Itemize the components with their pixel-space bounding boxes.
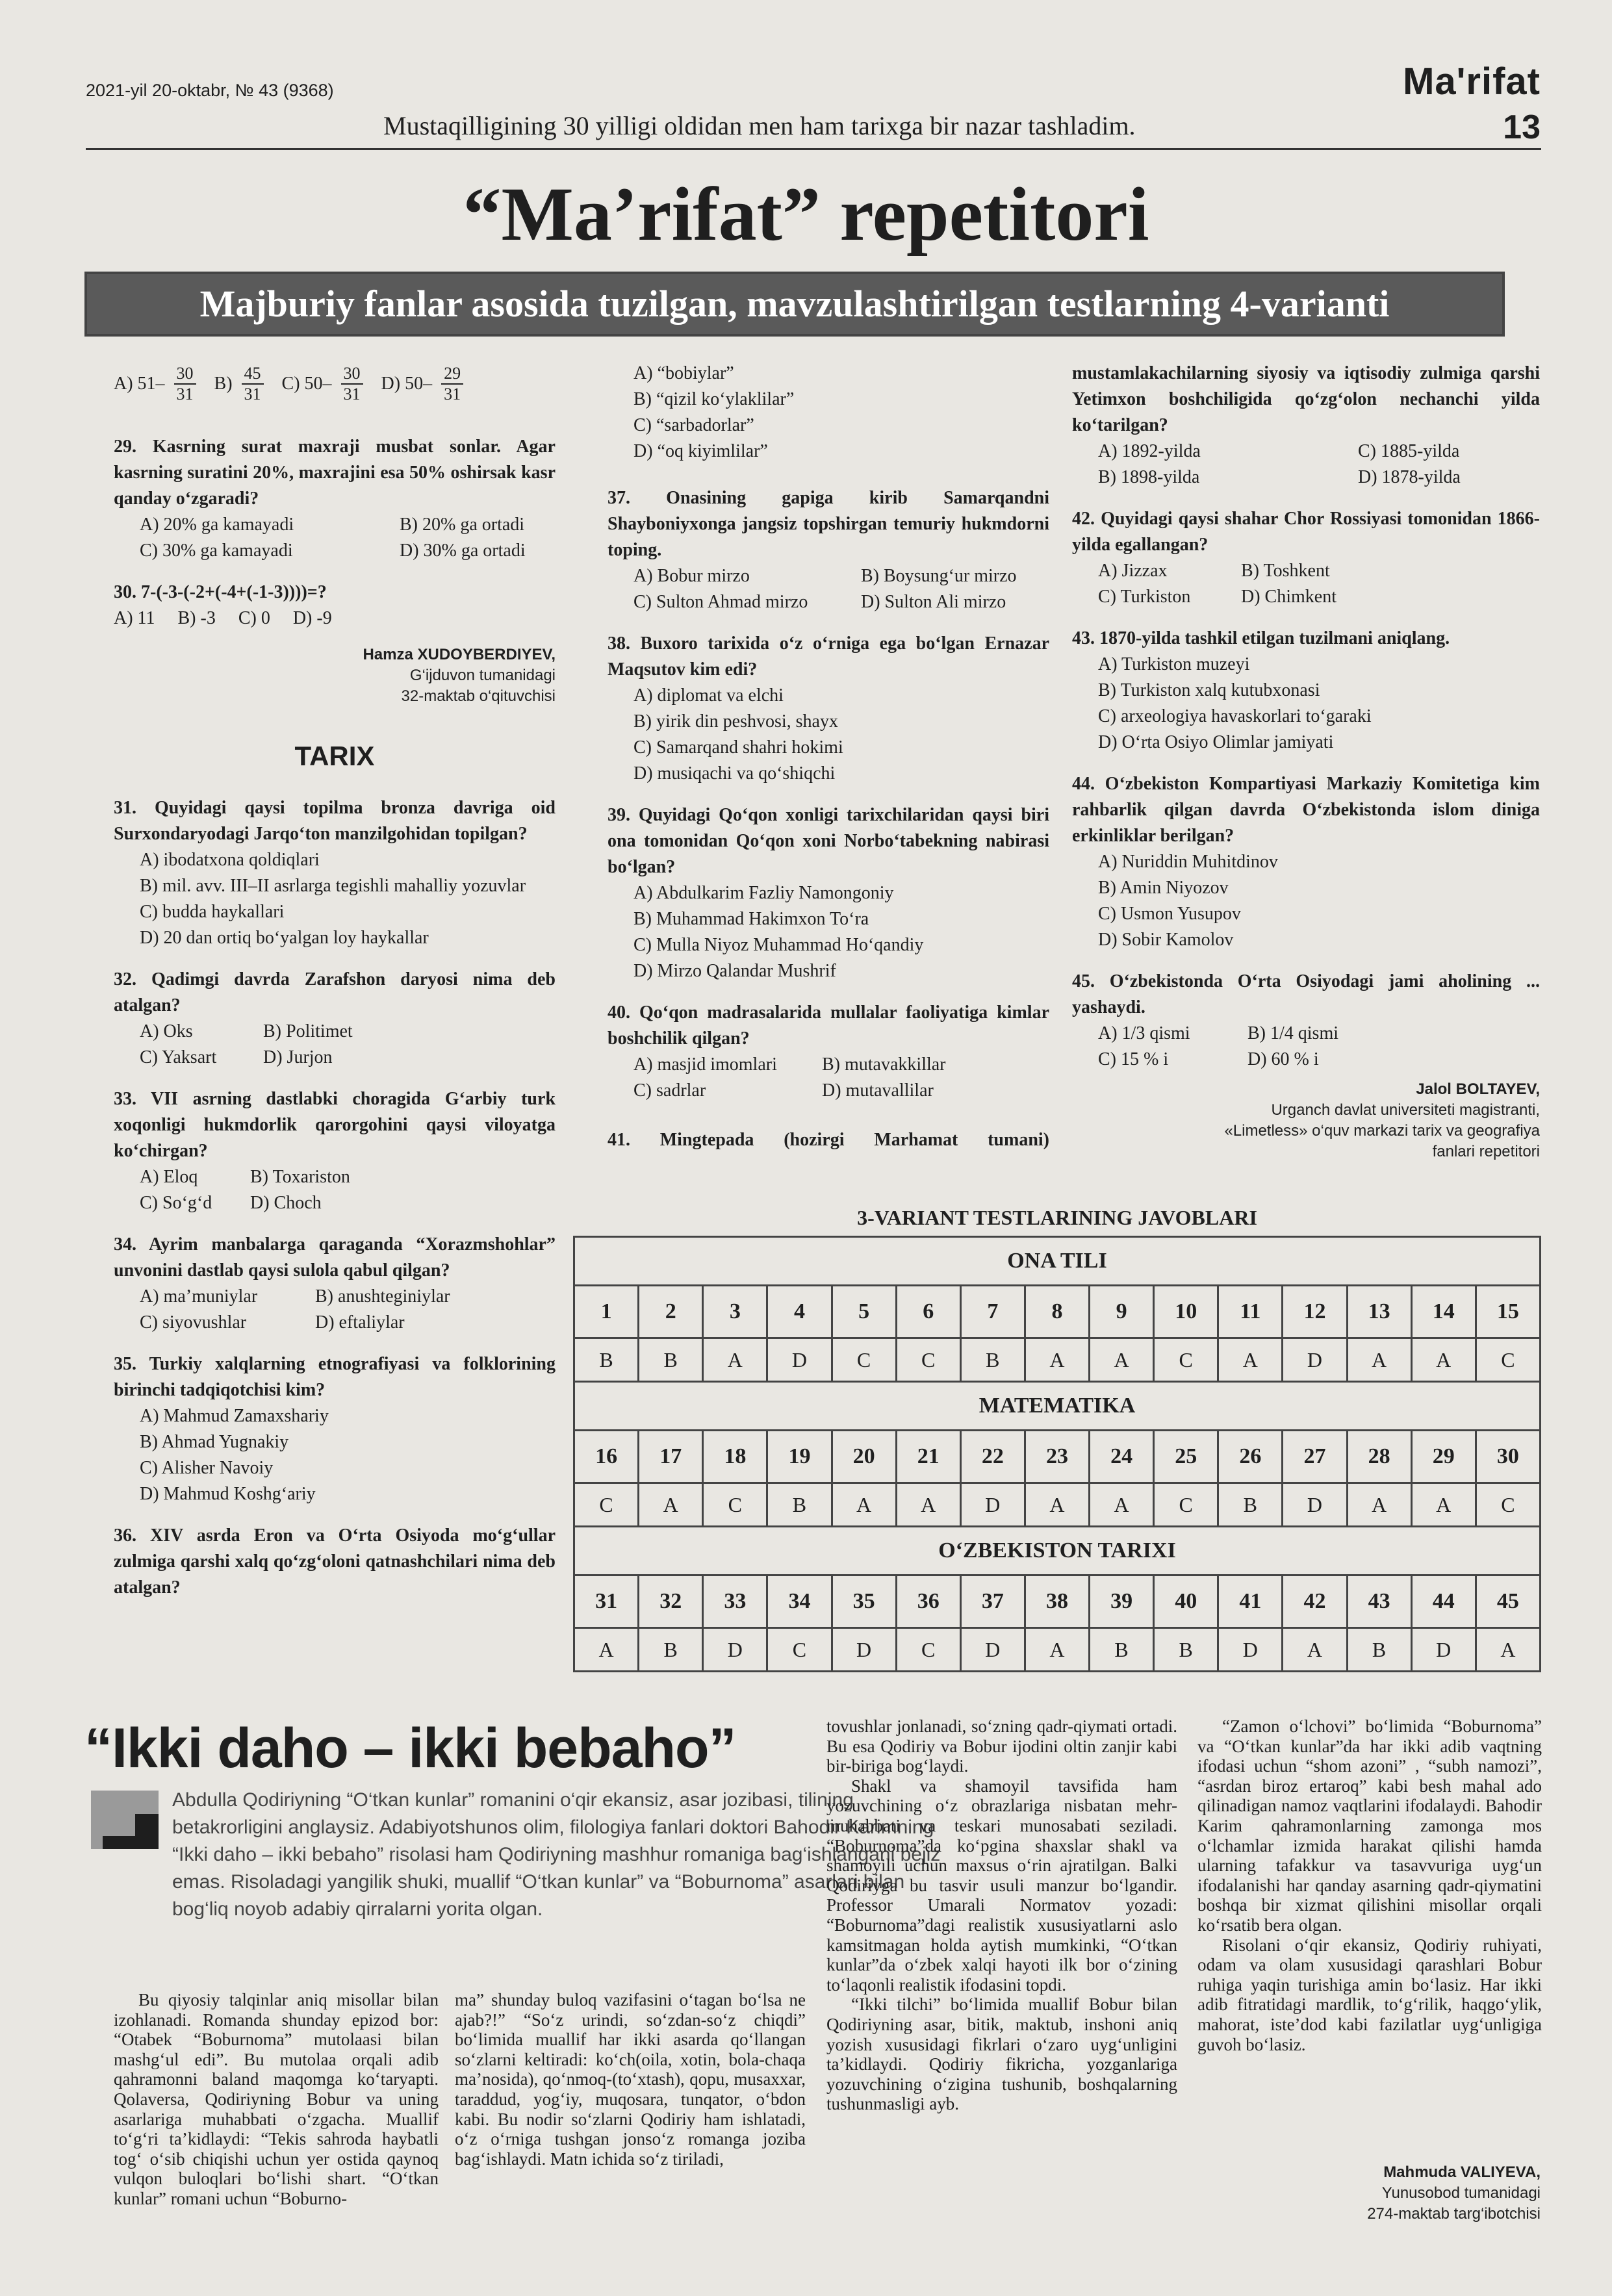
options: A) Eloq B) Toxariston C) So‘g‘d D) Choch: [140, 1167, 350, 1213]
question-35: 35. Turkiy xalqlarning etnografiyasi va folklorining birinchi tadqiqotchisi kim?: [114, 1354, 556, 1400]
section-heading: TARIX: [294, 741, 375, 771]
page-number: 13: [1503, 108, 1541, 146]
article-column-3: tovushlar jonlanadi, so‘zning qadr-qiymati ortadi. Bu esa Qodiriy va Bobur ijodini oltin zanjir kabi bir-biriga bog‘laydi. Shakl va shamoyil tavsifida ham yozuvchining o‘z obrazlariga nisbatan mehr-muhabbati va teskari munosabati seziladi. “Boburnoma”da ko‘pgina shaxslar shakl va shamoyili uchun maxsus o‘rin ajratilgan. Balki Qodiriyga bu tasvir usuli manzur bo‘lgandir. Professor Umarali Normatov yozadi: “Boburnoma”dagi realistik xususiyatlarni aslo kamsitmagan holda aytish mumkinki, “O‘tkan kunlar”da o‘zbek xalqi hayoti ilk bor o‘zining to‘laqonli realistik ifodasini topdi. “Ikki tilchi” bo‘limida muallif Bobur bilan Qodiriyning asar, bitik, maktub, inshoni aniq yozish xususidagi fikrlari o‘zaro uyg‘unligini ta’kidlaydi. Qodiriy fikricha, yozganlariga yozuvchining o‘zigina tushunib, boshqalarning tushunmasligi ayb.: [826, 1716, 1177, 2114]
question-38: 38. Buxoro tarixida o‘z o‘rniga ega bo‘lgan Ernazar Maqsutov kim edi?: [608, 633, 1049, 680]
question-number-cell: 4: [767, 1286, 832, 1338]
fraction: $\frac{29}{31}$: [441, 364, 463, 404]
question-42: 42. Quyidagi qaysi shahar Chor Rossiyasi tomonidan 1866-yilda egallangan?: [1072, 509, 1540, 555]
question-37: 37. Onasining gapiga kirib Samarqandni Shayboniyxonga jangsiz topshirgan temuriy hukmdorni toping.: [608, 488, 1049, 560]
options: A) Oks B) Politimet C) Yaksart D) Jurjon: [140, 1021, 353, 1067]
article-column-2: ma” shunday buloq vazifasini o‘tagan bo‘lsa ne ajab?!” “So‘z urindi, so‘zdan-so‘z chiqdi” bo‘limida muallif har ikki asarda qo‘llangan so‘zlarni keltiradi: ko‘ch(oila, xotin, bola-chaqa ma’nosida), qo‘nmoq-(to‘xtash), qopu, musaxxar, taraddud, yog‘iy, muqosara, tunqator, o‘bdon kabi. Bu nodir so‘zlarni Qodiriy ham ishlatadi, o‘z o‘rniga tushgan jonso‘z romanga jozibа bag‘ishlaydi. Matn ichida so‘z tiriladi,: [455, 1990, 806, 2169]
answer-key-cell: D: [703, 1628, 767, 1672]
question-number-cell: 14: [1411, 1286, 1476, 1338]
answer-key-cell: A: [1025, 1483, 1089, 1527]
answer-key-cell: D: [960, 1483, 1025, 1527]
answer-key-cell: C: [896, 1338, 960, 1382]
answers-section-row: [574, 1237, 1541, 1286]
question-number-cell: 28: [1347, 1431, 1411, 1483]
question-number-cell: 32: [639, 1575, 703, 1628]
question-number-cell: 27: [1283, 1431, 1347, 1483]
answer-key-cell: B: [1154, 1628, 1218, 1672]
answer-key-cell: A: [574, 1628, 639, 1672]
question-number-cell: 2: [639, 1286, 703, 1338]
question-45: 45. O‘zbekistonda O‘rta Osiyodagi jami aholining ... yashaydi.: [1072, 971, 1540, 1017]
options: A) 20% ga kamayadi B) 20% ga ortadi C) 30% ga kamayadi D) 30% ga ortadi: [140, 515, 526, 561]
article-column-4: “Zamon o‘lchovi” bo‘limida “Boburnoma” va “O‘tkan kunlar”da har ikki adib vaqtning ifodasi uchun “shom azoni” , “subh namozi”, “asrdan biroz ertaroq” kabi besh mahal ado qilinadigan namoz vaqtlarini ifodalaydi. Bahodir Karim qahramonlarning zamonga mos o‘lchamlar izmida harakat qilishi hamda ularning tafakkur va tasavvuriga uyg‘un ifodalanishi har qanday asarning qadr-qiymatini boshqa bir xizmat qilishini misollar orqali ko‘rsatib bera olgan. Risolani o‘qir ekansiz, Qodiriy ruhiyati, odam va olam xususidagi qarashlari Bobur ruhiga yaqin turishiga amin bo‘lasiz. Har ikki adib fitratidagi mardlik, to‘g‘rilik, haqgo‘ylik, mahorat, iste’dod kabi fazilatlar uyg‘unligiga guvoh bo‘lasiz.: [1197, 1716, 1542, 2054]
article-author: Mahmuda VALIYEVA, Yunusobod tumanidagi 274-maktab targ‘ibotchisi: [1367, 2163, 1541, 2223]
answer-key-cell: A: [639, 1483, 703, 1527]
answer-key-cell: C: [703, 1483, 767, 1527]
answers-section-heading: O‘ZBEKISTON TARIXI: [574, 1527, 1541, 1575]
answer-key-cell: A: [832, 1483, 896, 1527]
question-32: 32. Qadimgi davrda Zarafshon daryosi nima deb atalgan?: [114, 969, 556, 1015]
answer-key-cell: D: [832, 1628, 896, 1672]
options: A) 1892-yilda C) 1885-yilda B) 1898-yilda D) 1878-yilda: [1098, 441, 1461, 487]
question-41-continued: mustamlakachilarning siyosiy va iqtisodiy zulmiga qarshi Yetimxon boshchiligida qo‘zg‘olon nechanchi yilda ko‘tarilgan?: [1072, 363, 1540, 435]
fraction: $\frac{30}{31}$: [341, 364, 363, 404]
answer-key-cell: C: [1476, 1483, 1540, 1527]
question-number-cell: 45: [1476, 1575, 1540, 1628]
question-30: 30. 7-(-3-(-2+(-4+(-1-3))))=?: [114, 582, 327, 602]
answer-key-cell: C: [767, 1628, 832, 1672]
question-33: 33. VII asrning dastlabki choragida G‘arbiy turk xoqonligi hukmdorlik qarorgohini qaysi viloyatga ko‘chirgan?: [114, 1089, 556, 1161]
question-number-cell: 16: [574, 1431, 639, 1483]
question-number-cell: 31: [574, 1575, 639, 1628]
question-number-cell: 41: [1218, 1575, 1283, 1628]
question-number-cell: 44: [1411, 1575, 1476, 1628]
tests-column-1: A) 51– $\frac{30}{31}$ B) $\frac{45}{31}$ C) 50– $\frac{30}{31}$ D) 50– $\frac{29}{31}$ 29. Kasrning surat maxraji musbat sonlar. Agar kasrning suratini 20%, maxrajini esa 50% oshirsak kasr qanday o‘zgaradi? A) 20% ga kamayadi B) 20% ga ortadi C) 30% ga kamayadi D) 30% ga ortadi 30. 7-(-3-(-2+(-4+(-1-3))))=? A) 11 B) -3 C) 0 D) -9 Hamza XUDOYBERDIYEV, G‘ijduvon tumanidagi 32-maktab o‘qituvchisi TARIX 31. Quyidagi qaysi topilma bronza davriga oid Surxondaryodagi Jarqo‘ton manzilgohidan topilgan? A) ibodatxona qoldiqlari B) mil. avv. III–II asrlarga tegishli mahalliy yozuvlar C) budda haykallari D) 20 dan ortiq bo‘yalgan loy haykallar 32. Qadimgi davrda Zarafshon daryosi nima deb atalgan? A) Oks B) Politimet C) Yaksart D) Jurjon 33. VII asrning dastlabki choragida G‘arbiy turk xoqonligi hukmdorlik qarorgohini qaysi viloyatga ko‘chirgan? A) Eloq B) Toxariston C) So‘g‘d D) Choch 34. Ayrim manbalarga qaraganda “Xorazmshohlar” unvonini dastlab qaysi sulola qabul qilgan? A) ma’muniylar B) anushteginiylar C) siyovushlar D) eftaliylar 35. Turkiy xalqlarning etnografiyasi va folklorining birinchi tadqiqotchisi kim? A) Mahmud Zamaxshariy B) Ahmad Yugnakiy C) Alisher Navoiy D) Mahmud Koshg‘ariy 36. XIV asrda Eron va O‘rta Osiyoda mo‘g‘ullar zulmiga qarshi xalq qo‘zg‘oloni qatnashchilari nima deb atalgan?: [114, 364, 556, 1601]
answers-number-row: [574, 1286, 1541, 1338]
answers-section-heading: MATEMATIKA: [574, 1382, 1541, 1431]
question-40: 40. Qo‘qon madrasalarida mullalar faoliyatiga kimlar boshchilik qilgan?: [608, 1002, 1049, 1049]
answer-key-cell: C: [1476, 1338, 1540, 1382]
question-44: 44. O‘zbekiston Kompartiyasi Markaziy Komitetiga kim rahbarlik qilgan davrda O‘zbekistonda islom diniga erkinliklar berilgan?: [1072, 774, 1540, 846]
answers-section-row: [574, 1382, 1541, 1431]
question-number-cell: 19: [767, 1431, 832, 1483]
answers-title: 3-VARIANT TESTLARINING JAVOBLARI: [857, 1206, 1257, 1229]
question-number-cell: 8: [1025, 1286, 1089, 1338]
answer-key-cell: A: [1411, 1338, 1476, 1382]
answer-key-cell: D: [767, 1338, 832, 1382]
answer-key-cell: C: [832, 1338, 896, 1382]
question-number-cell: 17: [639, 1431, 703, 1483]
author-credit: Hamza XUDOYBERDIYEV, G‘ijduvon tumanidagi 32-maktab o‘qituvchisi: [363, 646, 556, 705]
tests-column-2: A) “bobiylar” B) “qizil ko‘ylaklilar” C) “sarbadorlar” D) “oq kiyimlilar” 37. Onasining gapiga kirib Samarqandni Shayboniyxonga jangsiz topshirgan temuriy hukmdorni toping. A) Bobur mirzo B) Boysung‘ur mirzo C) Sulton Ahmad mirzo D) Sulton Ali mirzo 38. Buxoro tarixida o‘z o‘rniga ega bo‘lgan Ernazar Maqsutov kim edi? A) diplomat va elchi B) yirik din peshvosi, shayx C) Samarqand shahri hokimi D) musiqachi va qo‘shiqchi 39. Quyidagi Qo‘qon xonligi tarixchilaridan qaysi biri ona tomonidan Qo‘qon xoni Norbo‘tabekning nabirasi bo‘lgan? A) Abdulkarim Fazliy Namongoniy B) Muhammad Hakimxon To‘ra C) Mulla Niyoz Muhammad Ho‘qandiy D) Mirzo Qalandar Mushrif 40. Qo‘qon madrasalarida mullalar faoliyatiga kimlar boshchilik qilgan? A) masjid imomlari B) mutavakkillar C) sadrlar D) mutavallilar 41. Mingtepada (hozirgi Marhamat tumani): [608, 361, 1049, 1153]
article-lead: Abdulla Qodiriyning “O‘tkan kunlar” romanini o‘qir ekansiz, asar jozibasi, tilining betakrorligini anglaysiz. Adabiyotshunos olim, filologiya fanlari doktori Bahodir Karimning “Ikki daho – ikki bebaho” risolasi ham Qodiriyning mashhur romaniga bag‘ishlangani bejiz emas. Risoladagi yangilik shuki, muallif “O‘tkan kunlar” va “Boburnoma” asarlari bilan bog‘liq noyob adabiy qirralarni yorita olgan.: [172, 1789, 941, 1920]
answer-key-cell: A: [1218, 1338, 1283, 1382]
answers-table-body: [574, 1237, 1541, 1672]
answer-key-cell: D: [1283, 1338, 1347, 1382]
q28-options: A) 51– $\frac{30}{31}$ B) $\frac{45}{31}$ C) 50– $\frac{30}{31}$ D) 50– $\frac{29}{31}$: [114, 364, 556, 404]
fraction: $\frac{30}{31}$: [174, 364, 196, 404]
answer-key-cell: A: [1025, 1628, 1089, 1672]
question-number-cell: 34: [767, 1575, 832, 1628]
answer-key-cell: B: [767, 1483, 832, 1527]
question-number-cell: 3: [703, 1286, 767, 1338]
answer-key-cell: B: [639, 1628, 703, 1672]
answer-key-cell: A: [1090, 1483, 1154, 1527]
fraction: $\frac{45}{31}$: [242, 364, 264, 404]
answer-key-cell: C: [1154, 1338, 1218, 1382]
question-number-cell: 37: [960, 1575, 1025, 1628]
answers-number-row: [574, 1431, 1541, 1483]
question-43: 43. 1870-yilda tashkil etilgan tuzilmani aniqlang.: [1072, 628, 1450, 648]
question-number-cell: 1: [574, 1286, 639, 1338]
answer-key-cell: B: [1347, 1628, 1411, 1672]
question-number-cell: 43: [1347, 1575, 1411, 1628]
question-number-cell: 30: [1476, 1431, 1540, 1483]
question-number-cell: 10: [1154, 1286, 1218, 1338]
question-number-cell: 9: [1090, 1286, 1154, 1338]
question-number-cell: 13: [1347, 1286, 1411, 1338]
question-number-cell: 7: [960, 1286, 1025, 1338]
question-number-cell: 6: [896, 1286, 960, 1338]
answer-key-cell: D: [1411, 1628, 1476, 1672]
question-number-cell: 29: [1411, 1431, 1476, 1483]
question-number-cell: 42: [1283, 1575, 1347, 1628]
question-number-cell: 18: [703, 1431, 767, 1483]
answers-table: [573, 1236, 1541, 1672]
question-number-cell: 40: [1154, 1575, 1218, 1628]
options: A) 1/3 qismi B) 1/4 qismi C) 15 % i D) 60 % i: [1098, 1023, 1339, 1069]
answer-key-cell: C: [574, 1483, 639, 1527]
question-number-cell: 12: [1283, 1286, 1347, 1338]
answer-key-cell: A: [1411, 1483, 1476, 1527]
answer-key-cell: D: [960, 1628, 1025, 1672]
answer-key-cell: B: [1090, 1628, 1154, 1672]
header-divider: [86, 148, 1541, 150]
question-34: 34. Ayrim manbalarga qaraganda “Xorazmshohlar” unvonini dastlab qaysi sulola qabul qilgan?: [114, 1234, 556, 1281]
newspaper-logo: Ma'rifat: [1403, 60, 1541, 103]
page-title: “Ma’rifat” repetitori: [463, 172, 1149, 257]
options: A) Bobur mirzo B) Boysung‘ur mirzo C) Sulton Ahmad mirzo D) Sulton Ali mirzo: [633, 566, 1017, 612]
question-number-cell: 24: [1090, 1431, 1154, 1483]
answer-key-cell: B: [960, 1338, 1025, 1382]
options: A) masjid imomlari B) mutavakkillar C) sadrlar D) mutavallilar: [633, 1054, 946, 1101]
answers-section-heading: ONA TILI: [574, 1237, 1541, 1286]
question-number-cell: 22: [960, 1431, 1025, 1483]
question-number-cell: 11: [1218, 1286, 1283, 1338]
section-banner: Majburiy fanlar asosida tuzilgan, mavzulashtirilgan testlarning 4-varianti: [84, 272, 1505, 337]
options: A) Jizzax B) Toshkent C) Turkiston D) Chimkent: [1098, 561, 1337, 607]
question-number-cell: 23: [1025, 1431, 1089, 1483]
article-title: “Ikki daho – ikki bebaho”: [84, 1717, 736, 1779]
answer-key-cell: D: [1218, 1628, 1283, 1672]
tests-column-3: mustamlakachilarning siyosiy va iqtisodiy zulmiga qarshi Yetimxon boshchiligida qo‘zg‘olon nechanchi yilda ko‘tarilgan? A) 1892-yilda C) 1885-yilda B) 1898-yilda D) 1878-yilda 42. Quyidagi qaysi shahar Chor Rossiyasi tomonidan 1866-yilda egallangan? A) Jizzax B) Toshkent C) Turkiston D) Chimkent 43. 1870-yilda tashkil etilgan tuzilmani aniqlang. A) Turkiston muzeyi B) Turkiston xalq kutubxonasi C) arxeologiya havaskorlari to‘garaki D) O‘rta Osiyo Olimlar jamiyati 44. O‘zbekiston Kompartiyasi Markaziy Komitetiga kim rahbarlik qilgan davrda O‘zbekistonda islom diniga erkinliklar berilgan? A) Nuriddin Muhitdinov B) Amin Niyozov C) Usmon Yusupov D) Sobir Kamolov 45. O‘zbekistonda O‘rta Osiyodagi jami aholining ... yashaydi. A) 1/3 qismi B) 1/4 qismi C) 15 % i D) 60 % i Jalol BOLTAYEV, Urganch davlat universiteti magistranti, «Limetless» o‘quv markazi tarix va geografiya fanlari repetitori: [1072, 361, 1540, 1162]
lead-corner-mark: [91, 1791, 159, 1849]
question-number-cell: 21: [896, 1431, 960, 1483]
answer-key-cell: B: [574, 1338, 639, 1382]
answers-section-row: [574, 1527, 1541, 1575]
question-number-cell: 35: [832, 1575, 896, 1628]
answer-key-cell: B: [1218, 1483, 1283, 1527]
answer-key-cell: C: [896, 1628, 960, 1672]
answers-key-row: [574, 1628, 1541, 1672]
answers-key-row: [574, 1483, 1541, 1527]
answer-key-cell: A: [1347, 1338, 1411, 1382]
question-number-cell: 36: [896, 1575, 960, 1628]
issue-date: 2021-yil 20-oktabr, № 43 (9368): [86, 81, 334, 100]
question-29: 29. Kasrning surat maxraji musbat sonlar. Agar kasrning suratini 20%, maxrajini esa 50% oshirsak kasr qanday o‘zgaradi?: [114, 437, 556, 509]
answer-key-cell: A: [703, 1338, 767, 1382]
question-number-cell: 25: [1154, 1431, 1218, 1483]
answer-key-cell: B: [639, 1338, 703, 1382]
question-number-cell: 26: [1218, 1431, 1283, 1483]
article-column-1: Bu qiyosiy talqinlar aniq misollar bilan izohlanadi. Romanda shunday epizod bor: “Otabek “Boburnoma” mutolaasi bilan mashg‘ul edi”. Bu mutolaa orqali adib qahramonni baland maqomga ko‘taryapti. Qolaversa, Qodiriyning Bobur va uning asarlariga muhabbati o‘zgacha. Muallif to‘g‘ri ta’kidlaydi: “Tekis sahroda haybatli tog‘ o‘sib chiqishi uchun yer ostida qaynoq vulqon buloqlari bo‘lishi shart. “O‘tkan kunlar” romani uchun “Boburno-: [114, 1990, 439, 2208]
question-number-cell: 5: [832, 1286, 896, 1338]
question-number-cell: 15: [1476, 1286, 1540, 1338]
question-39: 39. Quyidagi Qo‘qon xonligi tarixchilaridan qaysi biri ona tomonidan Qo‘qon xoni Norbo‘tabekning nabirasi bo‘lgan?: [608, 805, 1049, 877]
answer-key-cell: A: [896, 1483, 960, 1527]
options: A) ma’muniylar B) anushteginiylar C) siyovushlar D) eftaliylar: [140, 1286, 450, 1333]
answer-key-cell: A: [1476, 1628, 1540, 1672]
answer-key-cell: D: [1283, 1483, 1347, 1527]
question-number-cell: 38: [1025, 1575, 1089, 1628]
answers-number-row: [574, 1575, 1541, 1628]
question-number-cell: 33: [703, 1575, 767, 1628]
question-36: 36. XIV asrda Eron va O‘rta Osiyoda mo‘g‘ullar zulmiga qarshi xalq qo‘zg‘oloni qatnashchilari nima deb atalgan?: [114, 1525, 556, 1598]
answers-key-row: [574, 1338, 1541, 1382]
answer-key-cell: C: [1154, 1483, 1218, 1527]
answer-key-cell: A: [1025, 1338, 1089, 1382]
question-41: 41. Mingtepada (hozirgi Marhamat tumani): [608, 1130, 1049, 1150]
question-number-cell: 20: [832, 1431, 896, 1483]
question-number-cell: 39: [1090, 1575, 1154, 1628]
question-31: 31. Quyidagi qaysi topilma bronza davriga oid Surxondaryodagi Jarqo‘ton manzilgohidan topilgan?: [114, 798, 556, 844]
options: A) 11 B) -3 C) 0 D) -9: [114, 608, 332, 628]
answer-key-cell: A: [1090, 1338, 1154, 1382]
answer-key-cell: A: [1283, 1628, 1347, 1672]
header-tagline: Mustaqilligining 30 yilligi oldidan men ham tarixga bir nazar tashladim.: [383, 111, 1136, 140]
answer-key-cell: A: [1347, 1483, 1411, 1527]
author-credit: Jalol BOLTAYEV, Urganch davlat universiteti magistranti, «Limetless» o‘quv markazi tarix va geografiya fanlari repetitori: [1224, 1080, 1540, 1160]
